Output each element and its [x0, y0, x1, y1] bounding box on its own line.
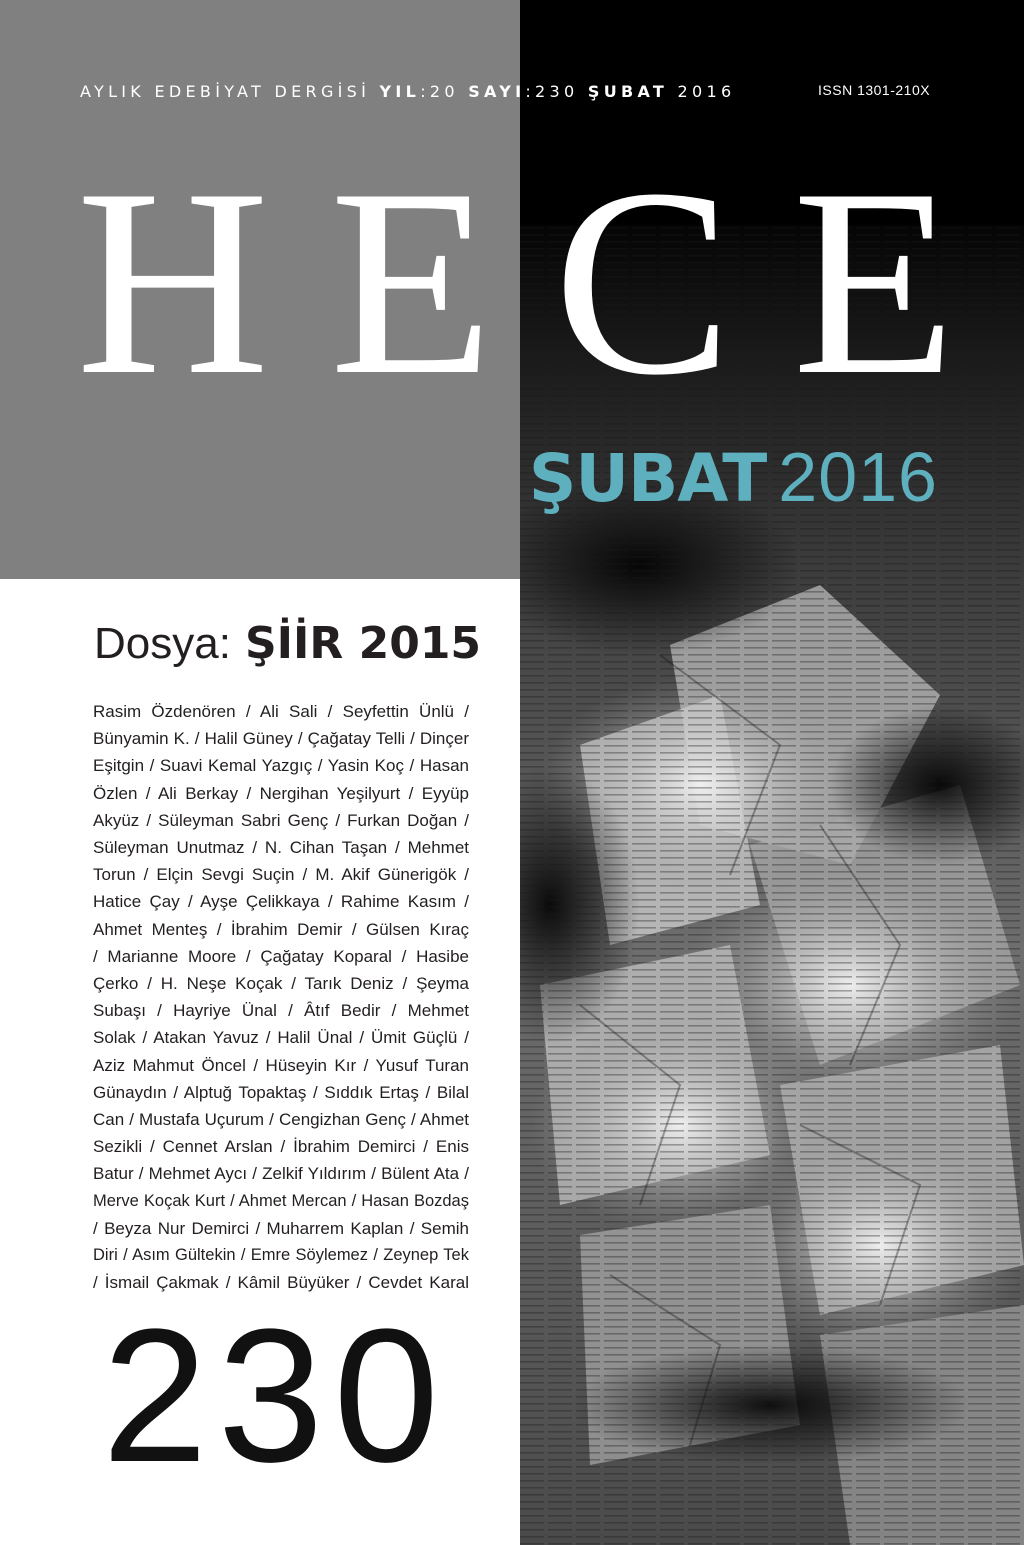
- contributor-line: Aziz Mahmut Öncel / Hüseyin Kır / Yusuf Turan: [93, 1055, 469, 1075]
- year-label: YIL: [379, 82, 421, 101]
- contributor-line: Sezikli / Cennet Arslan / İbrahim Demirci / Enis: [93, 1137, 469, 1157]
- title-letter-e: E: [329, 133, 494, 430]
- contributor-line: / Marianne Moore / Çağatay Koparal / Hasibe: [93, 946, 469, 966]
- contributor-list: [93, 698, 469, 1296]
- contributor-line: Çerko / H. Neşe Koçak / Tarık Deniz / Şeyma: [93, 974, 469, 994]
- issue-number: 230: [102, 1290, 450, 1502]
- contributor-line: Solak / Atakan Yavuz / Halil Ünal / Ümit Güçlü /: [93, 1028, 469, 1048]
- contributor-line: Can / Mustafa Uçurum / Cengizhan Genç / Ahmet: [93, 1110, 469, 1130]
- issue-month: ŞUBAT: [528, 440, 767, 517]
- contributor-line: Günaydın / Alptuğ Topaktaş / Sıddık Ertaş / Bilal: [93, 1082, 469, 1102]
- issn-number: ISSN 1301-210X: [818, 82, 931, 98]
- contributor-line: Bünyamin K. / Halil Güney / Çağatay Telli / Dinçer: [93, 729, 469, 749]
- contributor-line: Diri / Asım Gültekin / Emre Söylemez / Zeynep Tek: [93, 1246, 469, 1265]
- year-text: 2016: [668, 82, 736, 101]
- issue-info-line: [80, 82, 735, 101]
- contributor-line: Özlen / Ali Berkay / Nergihan Yeşilyurt / Eyyüp: [93, 783, 469, 803]
- year-value: :20: [420, 82, 469, 101]
- contributor-line: Eşitgin / Suavi Kemal Yazgıç / Yasin Koç / Hasan: [93, 756, 469, 776]
- contributor-line: Batur / Mehmet Aycı / Zelkif Yıldırım / Bülent Ata /: [93, 1164, 469, 1184]
- title-letter-h: H: [76, 133, 270, 430]
- contributor-line: Hatice Çay / Ayşe Çelikkaya / Rahime Kasım /: [93, 892, 469, 912]
- month-label: ŞUBAT: [587, 82, 669, 101]
- contributor-line: Subaşı / Hayriye Ünal / Âtıf Bedir / Mehmet: [93, 1001, 469, 1021]
- contributor-line: Akyüz / Süleyman Sabri Genç / Furkan Doğan /: [93, 810, 469, 830]
- dossier-label: Dosya:: [94, 619, 231, 668]
- topline-text-1: AYLIK EDEBİYAT DERGİSİ: [80, 82, 380, 101]
- contributor-line: / Beyza Nur Demirci / Muharrem Kaplan / Semih: [93, 1218, 469, 1238]
- contributor-line: Torun / Elçin Sevgi Suçin / M. Akif Günerigök /: [93, 865, 469, 885]
- dossier-title: ŞİİR 2015: [244, 618, 482, 669]
- contributor-line: Rasim Özdenören / Ali Sali / Seyfettin Ünlü /: [93, 702, 469, 721]
- issue-label: SAYI: [468, 82, 526, 101]
- issue-year: 2016: [778, 438, 938, 516]
- dossier-heading: [94, 612, 481, 676]
- title-letter-e-2: E: [792, 133, 956, 430]
- contributor-line: Ahmet Menteş / İbrahim Demir / Gülsen Kıraç: [93, 919, 469, 939]
- title-letter-c: C: [553, 133, 733, 430]
- issue-value: :230: [525, 82, 588, 101]
- contributor-line: Süleyman Unutmaz / N. Cihan Taşan / Mehmet: [93, 838, 469, 858]
- contributor-line: Merve Koçak Kurt / Ahmet Mercan / Hasan Bozdaş: [93, 1191, 469, 1210]
- contributor-line: / İsmail Çakmak / Kâmil Büyüker / Cevdet Karal: [93, 1273, 469, 1293]
- issue-date: [529, 432, 938, 524]
- magazine-title: [76, 133, 956, 430]
